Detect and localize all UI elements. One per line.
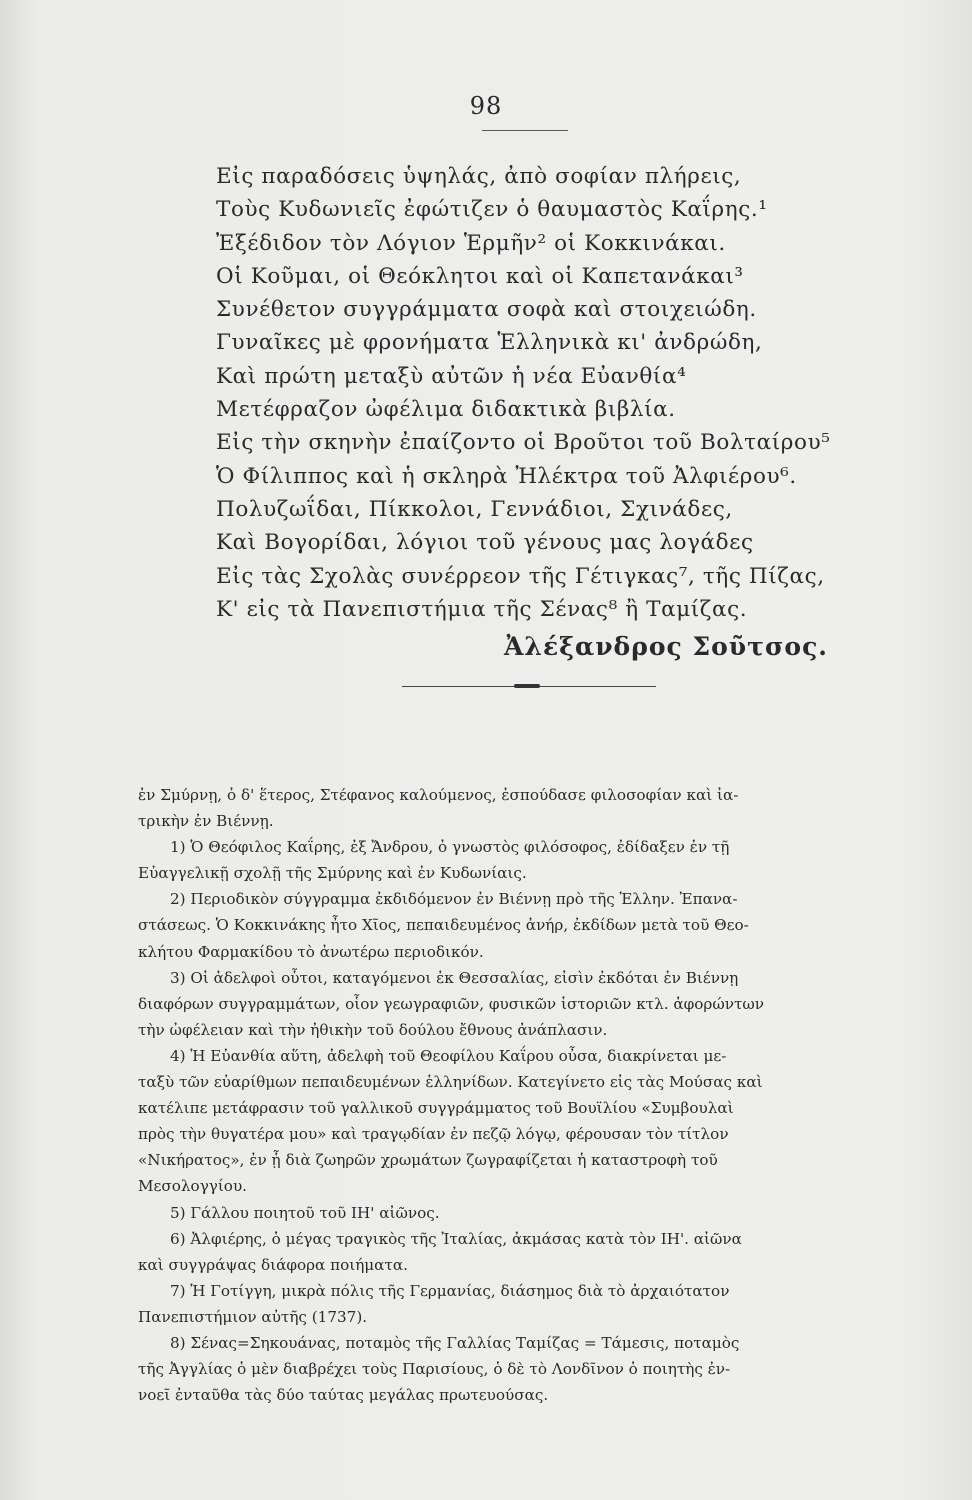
footnote-line: 8) Σένας=Σηκουάνας, ποταμὸς τῆς Γαλλίας Ταμίζας = Τάμεσις, ποταμὸς — [170, 1333, 740, 1352]
poem-line: Γυναῖκες μὲ φρονήματα Ἑλληνικὰ κι' ἀνδρώδη, — [216, 330, 763, 356]
footnote-line: Μεσολογγίου. — [138, 1177, 248, 1196]
footnotes — [138, 782, 924, 1408]
footnote-line: τῆς Ἀγγλίας ὁ μὲν διαβρέχει τοὺς Παρισίους, ὁ δὲ τὸ Λονδῖνον ὁ ποιητὴς ἐν- — [138, 1360, 731, 1379]
footnote-line: κατέλιπε μετάφρασιν τοῦ γαλλικοῦ συγγράμματος τοῦ Βουϊλίου «Συμβουλαὶ — [138, 1099, 734, 1118]
footnote-line: διαφόρων συγγραμμάτων, οἷον γεωγραφιῶν, φυσικῶν ἱστοριῶν κτλ. ἀφορώντων — [138, 994, 764, 1013]
author-signature: Ἀλέξανδρος Σοῦτσος. — [504, 632, 828, 661]
footnote-line: 1) Ὁ Θεόφιλος Καΐρης, ἐξ Ἄνδρου, ὁ γνωστὸς φιλόσοφος, ἐδίδαξεν ἐν τῇ — [170, 838, 730, 857]
footnote-line: πρὸς τὴν θυγατέρα μου» καὶ τραγῳδίαν ἐν πεζῷ λόγῳ, φέρουσαν τὸν τίτλον — [138, 1125, 729, 1144]
separator-ornament — [514, 684, 540, 688]
footnote-line: «Νικήρατος», ἐν ᾗ διὰ ζωηρῶν χρωμάτων ζωγραφίζεται ἡ καταστροφὴ τοῦ — [138, 1151, 718, 1170]
poem-line: Καὶ πρώτη μεταξὺ αὐτῶν ἡ νέα Εὐανθία⁴ — [216, 363, 687, 389]
poem-line: Εἰς παραδόσεις ὑψηλάς, ἀπὸ σοφίαν πλήρεις, — [216, 164, 742, 189]
footnote-line: 3) Οἱ ἀδελφοὶ οὗτοι, καταγόμενοι ἐκ Θεσσαλίας, εἰσὶν ἐκδόται ἐν Βιέννῃ — [170, 968, 739, 987]
footnote-line: 6) Ἀλφιέρης, ὁ μέγας τραγικὸς τῆς Ἰταλίας, ἀκμάσας κατὰ τὸν ΙΗ'. αἰῶνα — [170, 1229, 742, 1248]
footnote-line: 4) Ἡ Εὐανθία αὕτη, ἀδελφὴ τοῦ Θεοφίλου Καΐρου οὖσα, διακρίνεται με- — [170, 1046, 727, 1065]
poem-line: Οἱ Κοῦμαι, οἱ Θεόκλητοι καὶ οἱ Καπετανάκαι³ — [216, 263, 744, 289]
poem-line: Πολυζωΐδαι, Πίκκολοι, Γεννάδιοι, Σχινάδες, — [216, 496, 733, 522]
footnote-line: Πανεπιστήμιον αὐτῆς (1737). — [138, 1307, 368, 1326]
poem — [216, 160, 896, 626]
footnote-line: κλήτου Φαρμακίδου τὸ ἀνωτέρω περιοδικόν. — [138, 942, 484, 961]
footnote-line: νοεῖ ἐνταῦθα τὰς δύο ταύτας μεγάλας πρωτευούσας. — [138, 1386, 549, 1405]
poem-line: Κ' εἰς τὰ Πανεπιστήμια τῆς Σένας⁸ ἢ Ταμίζας. — [216, 596, 748, 622]
footnote-line: 2) Περιοδικὸν σύγγραμμα ἐκδιδόμενον ἐν Βιέννῃ πρὸ τῆς Ἑλλην. Ἐπανα- — [170, 890, 738, 909]
poem-line: Τοὺς Κυδωνιεῖς ἐφώτιζεν ὁ θαυμαστὸς Καΐρης.¹ — [216, 197, 768, 223]
footnote-line: 5) Γάλλου ποιητοῦ τοῦ ΙΗ' αἰῶνος. — [170, 1203, 440, 1222]
footnote-line: ταξὺ τῶν εὐαρίθμων πεπαιδευμένων ἑλληνίδων. Κατεγίνετο εἰς τὰς Μούσας καὶ — [138, 1073, 763, 1092]
footnote-line: τὴν ὠφέλειαν καὶ τὴν ἠθικὴν τοῦ δούλου ἔθνους ἀνάπλασιν. — [138, 1020, 608, 1039]
footnote-line: ἐν Σμύρνῃ, ὁ δ' ἕτερος, Στέφανος καλούμενος, ἐσπούδασε φιλοσοφίαν καὶ ἰα- — [138, 786, 739, 804]
footnote-line: τρικὴν ἐν Βιέννῃ. — [138, 812, 274, 831]
footnote-line: στάσεως. Ὁ Κοκκινάκης ἦτο Χῖος, πεπαιδευμένος ἀνήρ, ἐκδίδων μετὰ τοῦ Θεο- — [138, 916, 749, 935]
page-number-rule — [482, 130, 568, 131]
poem-line: Μετέφραζον ὠφέλιμα διδακτικὰ βιβλία. — [216, 397, 676, 423]
footnote-line: Εὐαγγελικῇ σχολῇ τῆς Σμύρνης καὶ ἐν Κυδωνίαις. — [138, 864, 527, 883]
poem-line: Ὁ Φίλιππος καὶ ἡ σκληρὰ Ἠλέκτρα τοῦ Ἀλφιέρου⁶. — [216, 463, 797, 489]
poem-line: Συνέθετον συγγράμματα σοφὰ καὶ στοιχειώδη. — [216, 297, 757, 323]
poem-line: Εἰς τὴν σκηνὴν ἐπαίζοντο οἱ Βροῦτοι τοῦ Βολταίρου⁵ — [216, 430, 831, 456]
poem-line: Ἐξέδιδον τὸν Λόγιον Ἑρμῆν² οἱ Κοκκινάκαι. — [216, 230, 726, 256]
footnote-line: καὶ συγγράψας διάφορα ποιήματα. — [138, 1255, 408, 1274]
poem-line: Εἰς τὰς Σχολὰς συνέρρεον τῆς Γέτιγκας⁷, τῆς Πίζας, — [216, 563, 825, 589]
page-number: 98 — [469, 92, 503, 120]
poem-line: Καὶ Βογορίδαι, λόγιοι τοῦ γένους μας λογάδες — [216, 530, 754, 556]
footnote-line: 7) Ἡ Γοτίγγη, μικρὰ πόλις τῆς Γερμανίας, διάσημος διὰ τὸ ἀρχαιότατον — [170, 1281, 730, 1300]
